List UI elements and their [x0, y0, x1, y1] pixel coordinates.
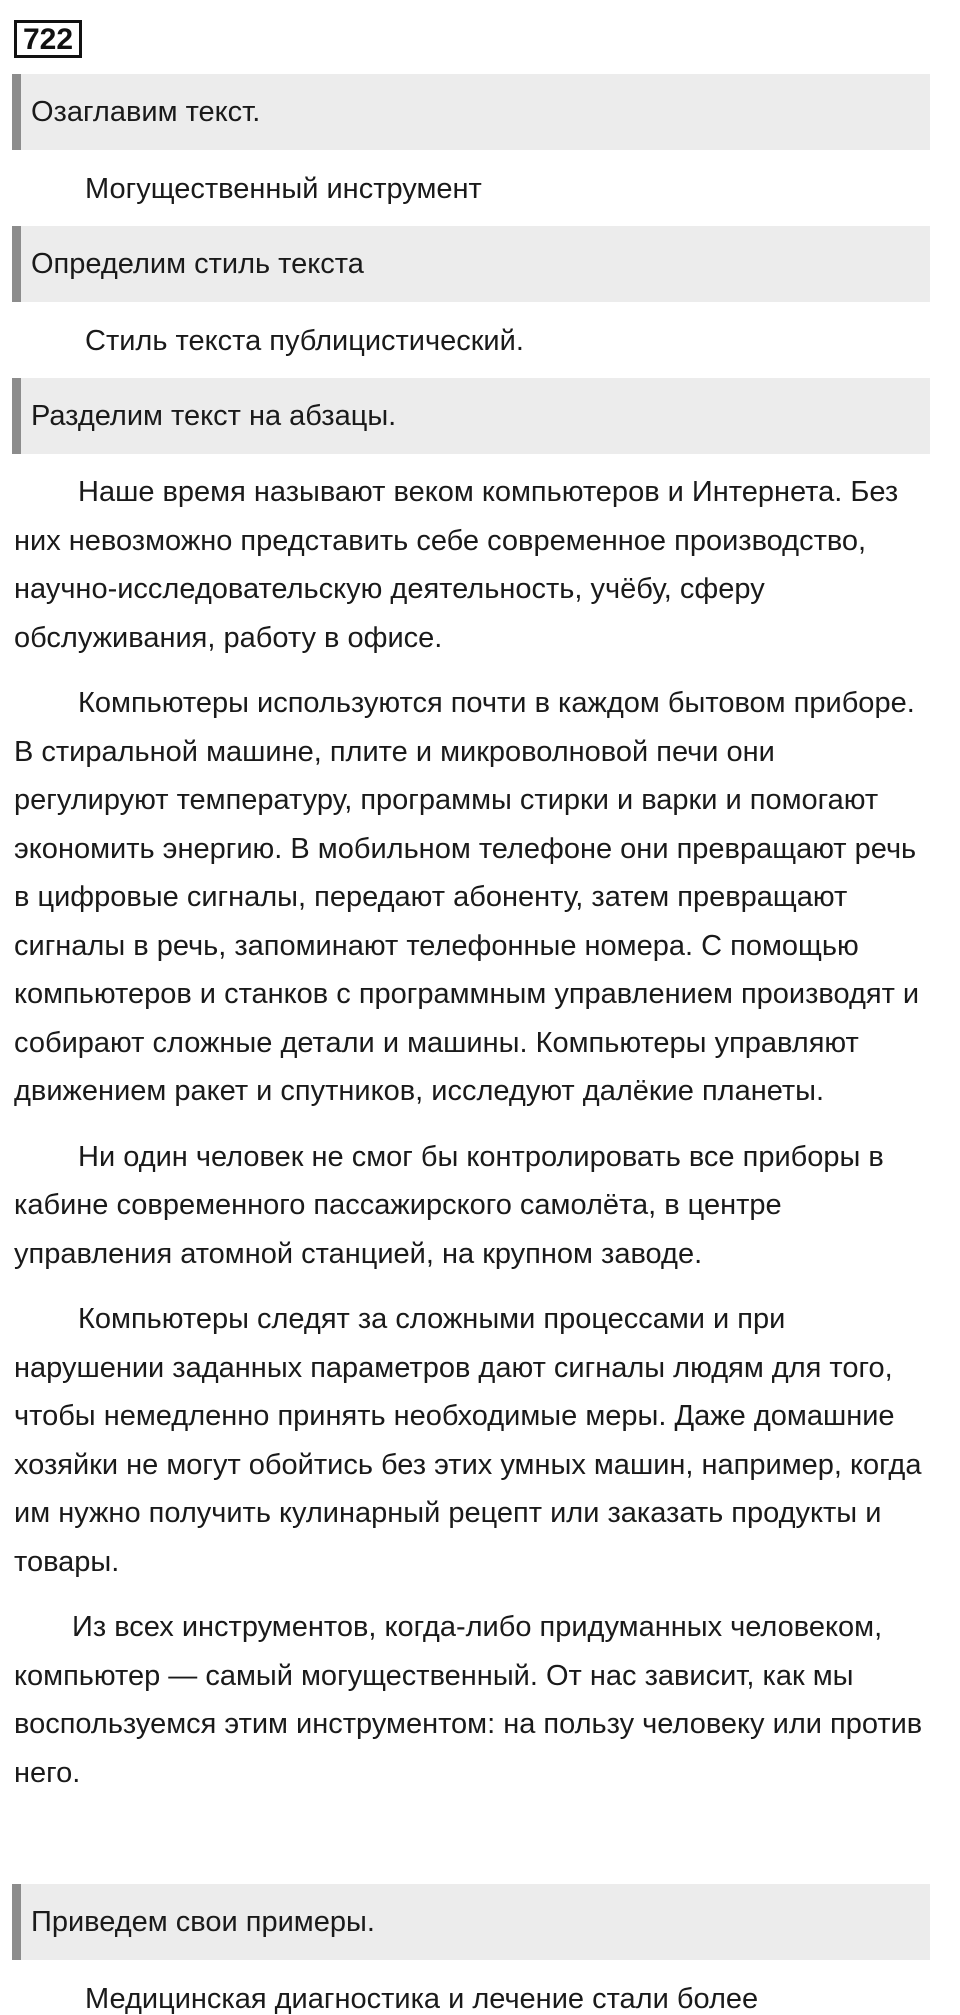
section-header-style: Определим стиль текста	[12, 226, 930, 302]
paragraph-1: Наше время называют веком компьютеров и Интернета. Без них невозможно представить себе современное производство, научно-исследовательскую деятельность, учёбу, сферу обслуживания, работу в офисе.	[14, 476, 899, 654]
section-header-title: Озаглавим текст.	[12, 74, 930, 150]
section-header-examples: Приведем свои примеры.	[12, 1884, 930, 1960]
main-text	[14, 468, 934, 1814]
task-number: 722	[14, 20, 82, 58]
paragraph-2: Компьютеры используются почти в каждом бытовом приборе. В стиральной машине, плите и микроволновой печи они регулируют температуру, программы стирки и варки и помогают экономить энергию. В мобильном телефоне они превращают речь в цифровые сигналы, передают абоненту, затем превращают сигналы в речь, запоминают телефонные номера. С помощью компьютеров и станков с программным управлением производят и собирают сложные детали и машины. Компьютеры управляют движением ракет и спутников, исследуют далёкие планеты.	[14, 687, 920, 1107]
paragraph-4: Компьютеры следят за сложными процессами и при нарушении заданных параметров дают сигналы людям для того, чтобы немедленно принять необходимые меры. Даже домашние хозяйки не могут обойтись без этих умных машин, например, когда им нужно получить кулинарный рецепт или заказать продукты и товары.	[14, 1303, 922, 1578]
section-header-paragraphs: Разделим текст на абзацы.	[12, 378, 930, 454]
paragraph-5: Из всех инструментов, когда-либо придуманных человеком, компьютер — самый могущественный. От нас зависит, как мы воспользуемся этим инструментом: на пользу человеку или против него.	[14, 1611, 923, 1789]
answer-examples: Медицинская диагностика и лечение стали более	[85, 1983, 759, 2015]
answer-title: Могущественный инструмент	[85, 173, 482, 205]
paragraph-3: Ни один человек не смог бы контролировать все приборы в кабине современного пассажирского самолёта, в центре управления атомной станцией, на крупном заводе.	[14, 1140, 884, 1270]
answer-style: Стиль текста публицистический.	[85, 325, 524, 357]
